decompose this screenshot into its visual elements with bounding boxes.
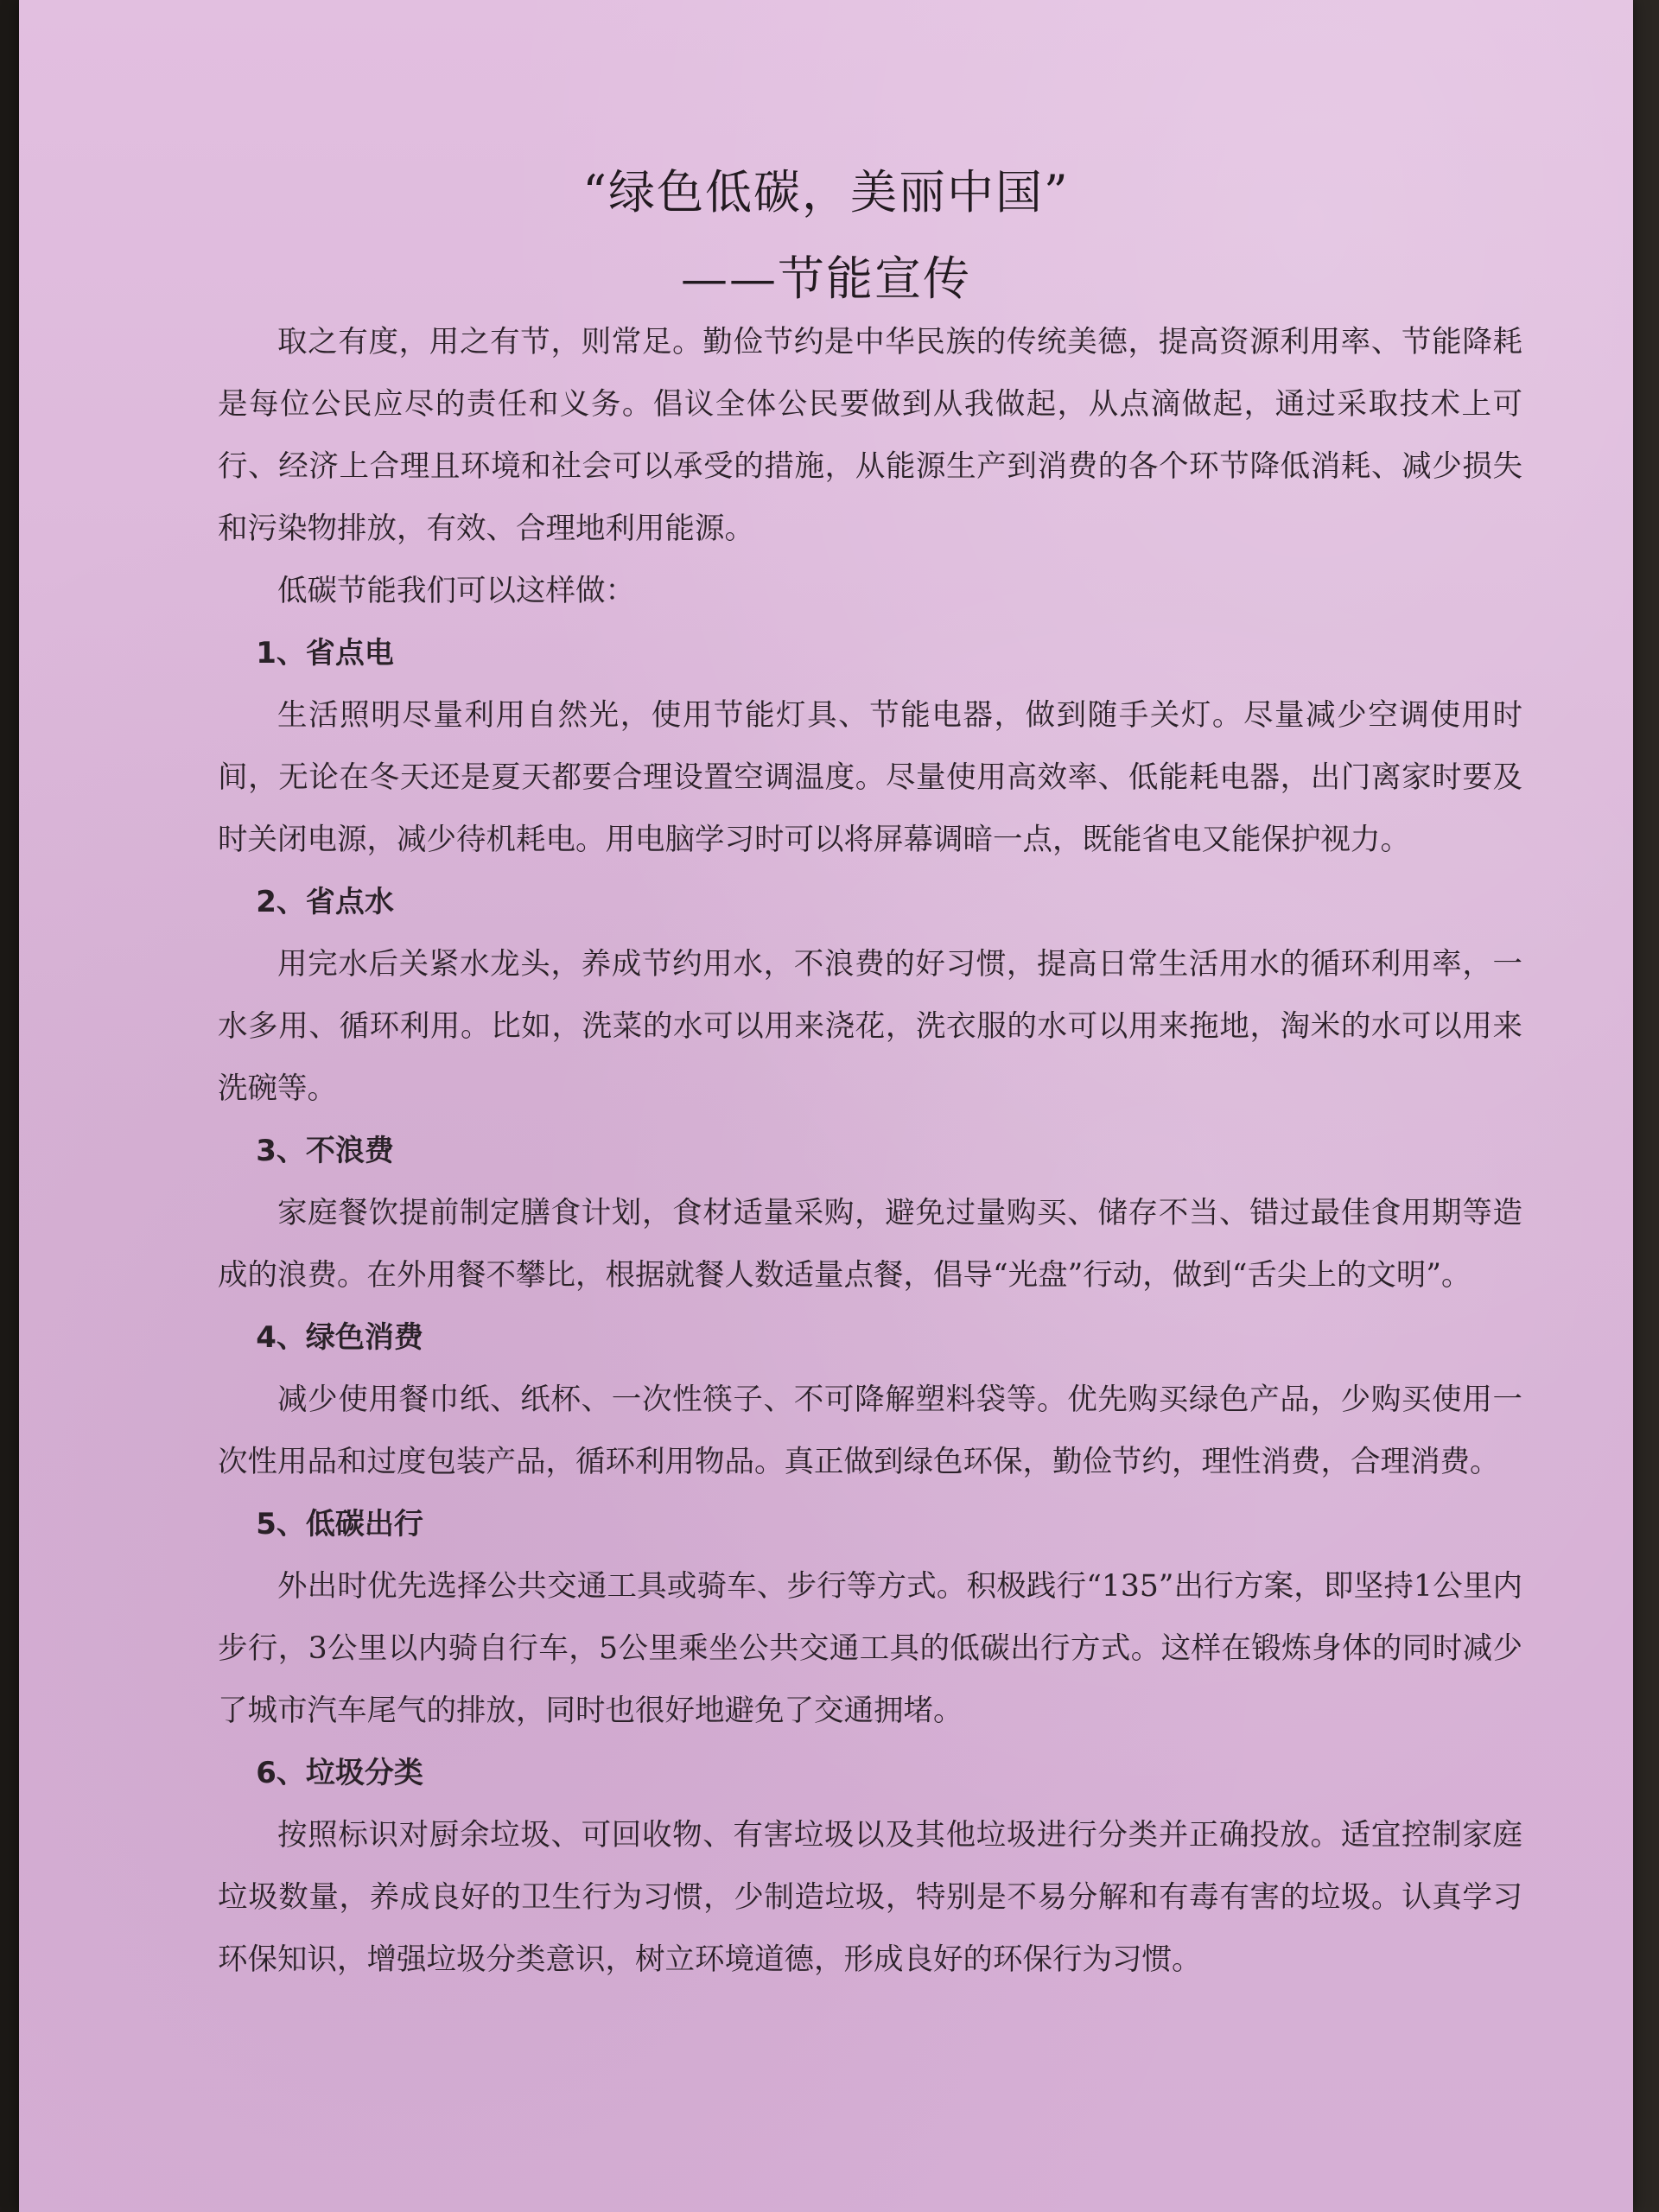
- section-text-water: 用完水后关紧水龙头，养成节约用水，不浪费的好习惯，提高日常生活用水的循环利用率，一水多用、循环利用。比如，洗菜的水可以用来浇花，洗衣服的水可以用来拖地，淘米的水可以用来洗碗等。: [218, 947, 1522, 1106]
- section-heading-electricity: 1、省点电: [256, 636, 394, 671]
- section-heading-garbage-sorting: 6、垃圾分类: [256, 1756, 423, 1790]
- pink-paper-sheet: [19, 0, 1633, 2212]
- section-heading-water: 2、省点水: [256, 885, 394, 919]
- intro-paragraph: 取之有度，用之有节，则常足。勤俭节约是中华民族的传统美德，提高资源利用率、节能降耗是每位公民应尽的责任和义务。倡议全体公民要做到从我做起，从点滴做起，通过采取技术上可行、经济上合理且环境和社会可以承受的措施，从能源生产到消费的各个环节降低消耗、减少损失和污染物排放，有效、合理地利用能源。: [218, 325, 1522, 546]
- section-heading-low-carbon-travel: 5、低碳出行: [256, 1507, 423, 1541]
- section-text-low-carbon-travel: 外出时优先选择公共交通工具或骑车、步行等方式。积极践行“135”出行方案，即坚持1公里内步行，3公里以内骑自行车，5公里乘坐公共交通工具的低碳出行方式。这样在锻炼身体的同时减少了城市汽车尾气的排放，同时也很好地避免了交通拥堵。: [218, 1569, 1522, 1728]
- section-text-garbage-sorting: 按照标识对厨余垃圾、可回收物、有害垃圾以及其他垃圾进行分类并正确投放。适宜控制家庭垃圾数量，养成良好的卫生行为习惯，少制造垃圾，特别是不易分解和有毒有害的垃圾。认真学习环保知识，增强垃圾分类意识，树立环境道德，形成良好的环保行为习惯。: [218, 1818, 1522, 1977]
- section-text-electricity: 生活照明尽量利用自然光，使用节能灯具、节能电器，做到随手关灯。尽量减少空调使用时间，无论在冬天还是夏天都要合理设置空调温度。尽量使用高效率、低能耗电器，出门离家时要及时关闭电源，减少待机耗电。用电脑学习时可以将屏幕调暗一点，既能省电又能保护视力。: [218, 698, 1522, 857]
- lead-line: 低碳节能我们可以这样做：: [277, 574, 635, 608]
- document-body: [218, 311, 1522, 1991]
- section-text-no-waste: 家庭餐饮提前制定膳食计划，食材适量采购，避免过量购买、储存不当、错过最佳食用期等造成的浪费。在外用餐不攀比，根据就餐人数适量点餐，倡导“光盘”行动，做到“舌尖上的文明”。: [218, 1196, 1522, 1293]
- document-subtitle: ——节能宣传: [681, 251, 971, 306]
- section-heading-green-consumption: 4、绿色消费: [256, 1320, 423, 1355]
- document-title: “绿色低碳，美丽中国”: [582, 165, 1070, 219]
- section-heading-no-waste: 3、不浪费: [256, 1134, 394, 1168]
- section-text-green-consumption: 减少使用餐巾纸、纸杯、一次性筷子、不可降解塑料袋等。优先购买绿色产品，少购买使用一次性用品和过度包装产品，循环利用物品。真正做到绿色环保，勤俭节约，理性消费，合理消费。: [218, 1382, 1522, 1479]
